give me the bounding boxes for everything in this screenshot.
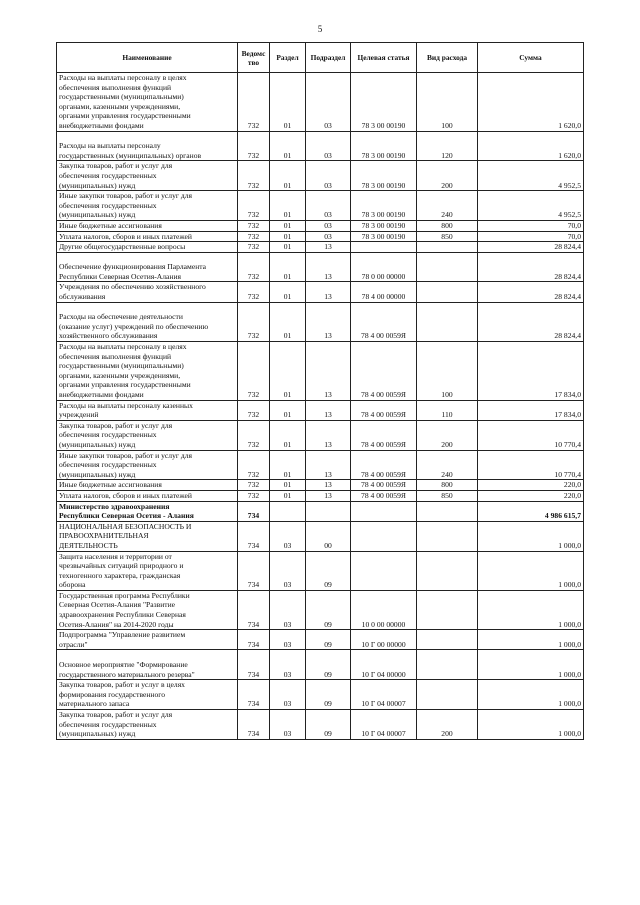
cell-summa: 1 000,0: [478, 710, 584, 740]
cell-summa: 1 000,0: [478, 521, 584, 551]
cell-podrazdel: 03: [306, 191, 351, 221]
cell-vedomstvo: 732: [238, 231, 270, 242]
table-row: [57, 231, 584, 242]
cell-razdel: 01: [270, 282, 306, 302]
cell-celevaya: 78 3 00 00190: [351, 161, 417, 191]
header-name: Наименование: [57, 43, 238, 73]
cell-podrazdel: 13: [306, 242, 351, 253]
cell-vid: [417, 590, 478, 629]
cell-summa: 17 834,0: [478, 400, 584, 420]
cell-podrazdel: 00: [306, 521, 351, 551]
table-row: [57, 521, 584, 551]
table-row: [57, 450, 584, 480]
cell-name: Государственная программа Республики Северная Осетия-Алания "Развитие здравоохранения Республики Северная Осетия-Алания" на 2014-2020 годы: [57, 590, 238, 629]
cell-razdel: 01: [270, 490, 306, 501]
cell-celevaya: 10 Г 04 00000: [351, 650, 417, 680]
cell-vid: 120: [417, 131, 478, 161]
cell-celevaya: 78 4 00 0059Я: [351, 400, 417, 420]
cell-podrazdel: 09: [306, 680, 351, 710]
budget-table: [56, 42, 584, 740]
cell-razdel: 03: [270, 551, 306, 590]
cell-razdel: 01: [270, 242, 306, 253]
cell-podrazdel: 03: [306, 131, 351, 161]
cell-name: Другие общегосударственные вопросы: [57, 242, 238, 253]
table-header-row: [57, 43, 584, 73]
table-row: [57, 551, 584, 590]
header-podrazdel: Подраздел: [306, 43, 351, 73]
cell-vedomstvo: 732: [238, 191, 270, 221]
cell-vedomstvo: 734: [238, 710, 270, 740]
cell-celevaya: 78 3 00 00190: [351, 231, 417, 242]
cell-podrazdel: 03: [306, 220, 351, 231]
cell-razdel: 01: [270, 342, 306, 401]
cell-vid: 200: [417, 420, 478, 450]
table-row: [57, 400, 584, 420]
cell-celevaya: 78 3 00 00190: [351, 131, 417, 161]
cell-vedomstvo: 732: [238, 220, 270, 231]
cell-podrazdel: 03: [306, 161, 351, 191]
cell-summa: 4 986 615,7: [478, 501, 584, 521]
cell-vid: [417, 650, 478, 680]
cell-razdel: 01: [270, 191, 306, 221]
cell-summa: 4 952,5: [478, 191, 584, 221]
cell-celevaya: 10 0 00 00000: [351, 590, 417, 629]
cell-podrazdel: 09: [306, 590, 351, 629]
cell-celevaya: 78 4 00 0059Я: [351, 490, 417, 501]
cell-name: Закупка товаров, работ и услуг для обеспечения государственных (муниципальных) нужд: [57, 710, 238, 740]
table-row: [57, 590, 584, 629]
cell-razdel: 03: [270, 630, 306, 650]
cell-vid: [417, 680, 478, 710]
cell-summa: 4 952,5: [478, 161, 584, 191]
table-body: [57, 73, 584, 740]
cell-name: Иные бюджетные ассигнования: [57, 480, 238, 491]
cell-summa: 28 824,4: [478, 252, 584, 282]
cell-name: Расходы на выплаты персоналу в целях обеспечения выполнения функций государственными (муниципальными) органами, казенными учреждениями, органами управления государственными внебюджетными фондами: [57, 73, 238, 132]
cell-razdel: 01: [270, 302, 306, 341]
cell-vid: 240: [417, 191, 478, 221]
cell-summa: 1 000,0: [478, 630, 584, 650]
cell-name: Расходы на выплаты персоналу казенных учреждений: [57, 400, 238, 420]
cell-name: Расходы на выплаты персоналу государственных (муниципальных) органов: [57, 131, 238, 161]
cell-name: Закупка товаров, работ и услуг для обеспечения государственных (муниципальных) нужд: [57, 420, 238, 450]
table-row: [57, 252, 584, 282]
cell-podrazdel: [306, 501, 351, 521]
cell-razdel: 03: [270, 680, 306, 710]
cell-name: Обеспечение функционирования Парламента Республики Северная Осетия-Алания: [57, 252, 238, 282]
table-row: [57, 191, 584, 221]
table-row: [57, 282, 584, 302]
cell-name: Иные закупки товаров, работ и услуг для обеспечения государственных (муниципальных) нужд: [57, 191, 238, 221]
cell-razdel: 01: [270, 480, 306, 491]
cell-razdel: 03: [270, 590, 306, 629]
cell-vid: 800: [417, 480, 478, 491]
cell-summa: 220,0: [478, 490, 584, 501]
cell-summa: 17 834,0: [478, 342, 584, 401]
cell-vid: 100: [417, 342, 478, 401]
cell-razdel: 01: [270, 231, 306, 242]
cell-celevaya: 78 4 00 0059Я: [351, 450, 417, 480]
cell-celevaya: 78 4 00 0059Я: [351, 342, 417, 401]
cell-razdel: 01: [270, 220, 306, 231]
cell-celevaya: 78 3 00 00190: [351, 220, 417, 231]
cell-name: Иные бюджетные ассигнования: [57, 220, 238, 231]
cell-celevaya: 78 4 00 0059Я: [351, 302, 417, 341]
table-row: [57, 630, 584, 650]
cell-vid: [417, 630, 478, 650]
cell-vedomstvo: 732: [238, 490, 270, 501]
cell-celevaya: 10 Г 04 00007: [351, 680, 417, 710]
table-row: [57, 501, 584, 521]
cell-razdel: 01: [270, 252, 306, 282]
cell-vedomstvo: 734: [238, 501, 270, 521]
table-row: [57, 420, 584, 450]
cell-vid: [417, 551, 478, 590]
cell-celevaya: 78 4 00 0059Я: [351, 420, 417, 450]
cell-summa: 28 824,4: [478, 302, 584, 341]
cell-vid: 850: [417, 231, 478, 242]
cell-summa: 1 620,0: [478, 131, 584, 161]
header-celevaya: Целевая статья: [351, 43, 417, 73]
cell-name: Основное мероприятие "Формирование государственного материального резерва": [57, 650, 238, 680]
cell-name: Уплата налогов, сборов и иных платежей: [57, 231, 238, 242]
cell-vedomstvo: 734: [238, 650, 270, 680]
cell-vedomstvo: 734: [238, 630, 270, 650]
cell-vid: [417, 282, 478, 302]
cell-celevaya: 78 0 00 00000: [351, 252, 417, 282]
cell-summa: 1 000,0: [478, 680, 584, 710]
cell-summa: 28 824,4: [478, 282, 584, 302]
cell-summa: 220,0: [478, 480, 584, 491]
cell-celevaya: [351, 501, 417, 521]
cell-summa: 10 770,4: [478, 450, 584, 480]
cell-vid: 200: [417, 710, 478, 740]
cell-name: Защита населения и территории от чрезвычайных ситуаций природного и техногенного характера, гражданская оборона: [57, 551, 238, 590]
table-row: [57, 131, 584, 161]
cell-vedomstvo: 732: [238, 161, 270, 191]
cell-podrazdel: 13: [306, 400, 351, 420]
cell-vedomstvo: 732: [238, 420, 270, 450]
cell-celevaya: 78 4 00 00000: [351, 282, 417, 302]
table-row: [57, 302, 584, 341]
table-row: [57, 710, 584, 740]
cell-podrazdel: 09: [306, 551, 351, 590]
table-row: [57, 161, 584, 191]
page-number: 5: [317, 24, 323, 34]
cell-vid: 100: [417, 73, 478, 132]
cell-name: Расходы на обеспечение деятельности (оказание услуг) учреждений по обеспечению хозяйственного обслуживания: [57, 302, 238, 341]
cell-podrazdel: 09: [306, 630, 351, 650]
cell-vid: 110: [417, 400, 478, 420]
cell-name: Иные закупки товаров, работ и услуг для обеспечения государственных (муниципальных) нужд: [57, 450, 238, 480]
cell-podrazdel: 09: [306, 710, 351, 740]
cell-vedomstvo: 732: [238, 73, 270, 132]
table-row: [57, 242, 584, 253]
cell-podrazdel: 03: [306, 73, 351, 132]
header-vid: Вид расхода: [417, 43, 478, 73]
cell-vedomstvo: 732: [238, 450, 270, 480]
cell-podrazdel: 13: [306, 342, 351, 401]
cell-razdel: 01: [270, 161, 306, 191]
cell-celevaya: 78 3 00 00190: [351, 73, 417, 132]
cell-summa: 28 824,4: [478, 242, 584, 253]
cell-name: Учреждения по обеспечению хозяйственного обслуживания: [57, 282, 238, 302]
cell-vedomstvo: 732: [238, 342, 270, 401]
cell-podrazdel: 13: [306, 420, 351, 450]
header-summa: Сумма: [478, 43, 584, 73]
cell-celevaya: [351, 242, 417, 253]
table-row: [57, 650, 584, 680]
cell-vid: [417, 521, 478, 551]
cell-razdel: 03: [270, 710, 306, 740]
cell-podrazdel: 13: [306, 450, 351, 480]
cell-razdel: 01: [270, 400, 306, 420]
cell-celevaya: [351, 521, 417, 551]
cell-name: Закупка товаров, работ и услуг для обеспечения государственных (муниципальных) нужд: [57, 161, 238, 191]
cell-vid: 800: [417, 220, 478, 231]
cell-summa: 70,0: [478, 231, 584, 242]
cell-vedomstvo: 732: [238, 480, 270, 491]
cell-celevaya: 10 Г 04 00007: [351, 710, 417, 740]
cell-vid: 200: [417, 161, 478, 191]
cell-podrazdel: 13: [306, 490, 351, 501]
cell-vid: [417, 501, 478, 521]
table-row: [57, 490, 584, 501]
cell-podrazdel: 03: [306, 231, 351, 242]
cell-vid: 850: [417, 490, 478, 501]
table-row: [57, 220, 584, 231]
cell-vid: [417, 242, 478, 253]
cell-podrazdel: 13: [306, 480, 351, 491]
cell-razdel: 03: [270, 521, 306, 551]
cell-podrazdel: 13: [306, 282, 351, 302]
cell-name: НАЦИОНАЛЬНАЯ БЕЗОПАСНОСТЬ И ПРАВООХРАНИТЕЛЬНАЯ ДЕЯТЕЛЬНОСТЬ: [57, 521, 238, 551]
cell-vid: 240: [417, 450, 478, 480]
cell-name: Министерство здравоохранения Республики Северная Осетия - Алания: [57, 501, 238, 521]
table-row: [57, 342, 584, 401]
cell-razdel: 03: [270, 650, 306, 680]
cell-summa: 1 000,0: [478, 590, 584, 629]
cell-name: Закупка товаров, работ и услуг в целях формирования государственного материального запаса: [57, 680, 238, 710]
cell-vid: [417, 302, 478, 341]
cell-celevaya: 10 Г 00 00000: [351, 630, 417, 650]
table-row: [57, 73, 584, 132]
cell-razdel: 01: [270, 73, 306, 132]
cell-razdel: 01: [270, 420, 306, 450]
cell-vedomstvo: 732: [238, 242, 270, 253]
cell-vedomstvo: 732: [238, 252, 270, 282]
cell-vedomstvo: 732: [238, 282, 270, 302]
cell-vid: [417, 252, 478, 282]
cell-celevaya: 78 3 00 00190: [351, 191, 417, 221]
cell-razdel: 01: [270, 450, 306, 480]
header-razdel: Раздел: [270, 43, 306, 73]
cell-razdel: [270, 501, 306, 521]
cell-vedomstvo: 732: [238, 400, 270, 420]
cell-name: Подпрограмма "Управление развитием отрасли": [57, 630, 238, 650]
table-row: [57, 480, 584, 491]
cell-summa: 10 770,4: [478, 420, 584, 450]
table-row: [57, 680, 584, 710]
cell-podrazdel: 13: [306, 252, 351, 282]
cell-summa: 1 000,0: [478, 650, 584, 680]
cell-podrazdel: 13: [306, 302, 351, 341]
cell-name: Расходы на выплаты персоналу в целях обеспечения выполнения функций государственными (муниципальными) органами, казенными учреждениями, органами управления государственными внебюджетными фондами: [57, 342, 238, 401]
cell-vedomstvo: 734: [238, 521, 270, 551]
cell-vedomstvo: 734: [238, 551, 270, 590]
cell-name: Уплата налогов, сборов и иных платежей: [57, 490, 238, 501]
cell-podrazdel: 09: [306, 650, 351, 680]
cell-summa: 1 000,0: [478, 551, 584, 590]
header-vedomstvo: Ведомс тво: [238, 43, 270, 73]
cell-vedomstvo: 734: [238, 680, 270, 710]
cell-vedomstvo: 732: [238, 131, 270, 161]
cell-celevaya: [351, 551, 417, 590]
cell-razdel: 01: [270, 131, 306, 161]
cell-vedomstvo: 732: [238, 302, 270, 341]
cell-vedomstvo: 734: [238, 590, 270, 629]
cell-summa: 70,0: [478, 220, 584, 231]
cell-summa: 1 620,0: [478, 73, 584, 132]
cell-celevaya: 78 4 00 0059Я: [351, 480, 417, 491]
